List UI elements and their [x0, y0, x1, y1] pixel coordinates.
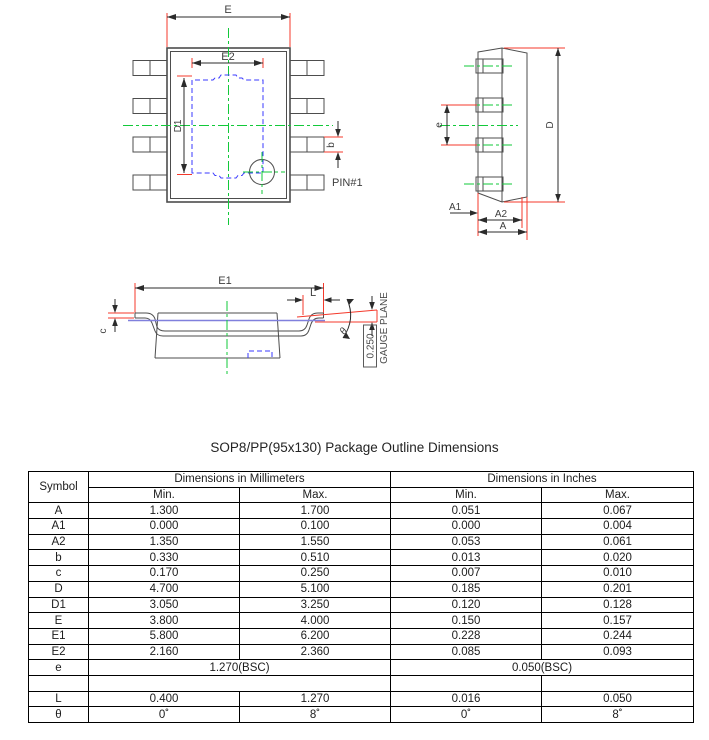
gauge-plane-callout [364, 292, 391, 367]
table-cell: 3.050 [89, 597, 240, 613]
dim-label-A2: A2 [494, 209, 508, 220]
dim-b [324, 121, 343, 168]
table-cell: 1.300 [89, 503, 240, 519]
dim-E [167, 4, 290, 47]
table-cell: 4.000 [240, 613, 391, 629]
table-cell: 0.150 [391, 613, 542, 629]
table-cell: 0.010 [542, 566, 694, 582]
dim-label-L: L [309, 287, 317, 299]
table-row [29, 613, 694, 629]
table-cell: 6.200 [240, 628, 391, 644]
dim-label-E2: E2 [221, 51, 235, 63]
gauge-value-label: 0.250 [365, 333, 377, 359]
table-row [29, 534, 694, 550]
dim-label-theta: θ [337, 326, 351, 337]
table-row [29, 691, 694, 707]
dim-label-A: A [499, 221, 507, 232]
dim-label-b: b [326, 142, 337, 148]
table-cell: 0˚ [89, 707, 240, 723]
dim-label-E: E [224, 4, 232, 16]
table-cell: 0.061 [542, 534, 694, 550]
header-in-max: Max. [542, 487, 694, 503]
cell-symbol: E1 [29, 628, 89, 644]
table-row [29, 550, 694, 566]
cell-symbol: c [29, 566, 89, 582]
table-row [29, 581, 694, 597]
cell-symbol: L [29, 691, 89, 707]
table-cell: 0.250 [240, 566, 391, 582]
side-view-drawing [420, 20, 640, 255]
table-cell: 5.100 [240, 581, 391, 597]
header-mm-max: Max. [240, 487, 391, 503]
table-cell: 2.160 [89, 644, 240, 660]
table-header-row [29, 472, 694, 488]
table-cell [89, 675, 391, 691]
cell-symbol: A [29, 503, 89, 519]
pin1-label: PIN#1 [332, 177, 363, 189]
table-row [29, 566, 694, 582]
table-cell: 0.228 [391, 628, 542, 644]
dim-E1 [135, 275, 324, 315]
header-mm: Dimensions in Millimeters [89, 472, 391, 488]
table-cell: 1.270(BSC) [89, 660, 391, 676]
page-title: SOP8/PP(95x130) Package Outline Dimensions [210, 440, 499, 455]
cell-symbol: e [29, 660, 89, 676]
table-cell: 0.050 [542, 691, 694, 707]
table-cell: 0.100 [240, 519, 391, 535]
table-cell: 5.800 [89, 628, 240, 644]
table-row [29, 519, 694, 535]
table-cell: 0.007 [391, 566, 542, 582]
table-cell: 0.000 [391, 519, 542, 535]
table-cell: 0.004 [542, 519, 694, 535]
gauge-plane-label: GAUGE PLANE [379, 292, 390, 364]
cell-symbol: θ [29, 707, 89, 723]
table-cell: 0.170 [89, 566, 240, 582]
dim-E2 [192, 51, 263, 68]
table-row [29, 597, 694, 613]
table-cell: 0.000 [89, 519, 240, 535]
table-cell: 3.800 [89, 613, 240, 629]
table-row [29, 675, 694, 691]
cell-symbol: A1 [29, 519, 89, 535]
table-row [29, 707, 694, 723]
table-cell: 0.020 [542, 550, 694, 566]
dim-D [504, 48, 565, 202]
table-row [29, 503, 694, 519]
pin1-indicator-circle [243, 152, 285, 194]
table-cell: 0˚ [391, 707, 542, 723]
dim-c [98, 299, 134, 334]
bottom-pad-notch [248, 351, 272, 358]
table-cell: 0.400 [89, 691, 240, 707]
table-cell: 1.700 [240, 503, 391, 519]
table-cell: 0.053 [391, 534, 542, 550]
table-cell: 4.700 [89, 581, 240, 597]
table-cell: 0.330 [89, 550, 240, 566]
top-view-drawing [95, 2, 375, 237]
table-cell: 8˚ [240, 707, 391, 723]
cell-symbol: E [29, 613, 89, 629]
dim-label-D1: D1 [173, 119, 184, 133]
cell-symbol: D [29, 581, 89, 597]
table-cell: 1.270 [240, 691, 391, 707]
table-cell: 0.201 [542, 581, 694, 597]
table-row [29, 660, 694, 676]
table-cell: 2.360 [240, 644, 391, 660]
cell-symbol: A2 [29, 534, 89, 550]
dim-L [287, 287, 340, 315]
table-cell: 0.050(BSC) [391, 660, 694, 676]
table-cell [542, 675, 694, 691]
table-cell: 0.013 [391, 550, 542, 566]
table-subheader-row [29, 487, 694, 503]
table-cell: 0.051 [391, 503, 542, 519]
table-cell: 8˚ [542, 707, 694, 723]
header-in-min: Min. [391, 487, 542, 503]
dimensions-table [28, 471, 694, 723]
dim-label-c: c [98, 328, 109, 334]
dim-label-A1: A1 [449, 202, 462, 213]
table-row [29, 628, 694, 644]
dim-A1 [449, 193, 478, 236]
table-cell: 1.550 [240, 534, 391, 550]
dim-label-e: e [434, 122, 445, 128]
dim-label-E1: E1 [218, 275, 232, 287]
table-cell [391, 675, 542, 691]
table-cell: 1.350 [89, 534, 240, 550]
table-cell: 0.510 [240, 550, 391, 566]
table-cell: 0.093 [542, 644, 694, 660]
cell-symbol: b [29, 550, 89, 566]
header-symbol: Symbol [29, 472, 89, 503]
table-cell: 0.244 [542, 628, 694, 644]
dim-label-D: D [545, 121, 556, 129]
table-cell: 3.250 [240, 597, 391, 613]
table-cell: 0.085 [391, 644, 542, 660]
header-mm-min: Min. [89, 487, 240, 503]
front-view-drawing [75, 265, 410, 400]
cell-symbol: D1 [29, 597, 89, 613]
table-row [29, 644, 694, 660]
header-inches: Dimensions in Inches [391, 472, 694, 488]
table-cell: 0.185 [391, 581, 542, 597]
table-cell: 0.120 [391, 597, 542, 613]
package-body-side [440, 48, 527, 202]
table-cell: 0.067 [542, 503, 694, 519]
cell-symbol [29, 675, 89, 691]
table-cell: 0.016 [391, 691, 542, 707]
table-cell: 0.157 [542, 613, 694, 629]
exposed-pad-outline [192, 75, 263, 178]
cell-symbol: E2 [29, 644, 89, 660]
table-cell: 0.128 [542, 597, 694, 613]
